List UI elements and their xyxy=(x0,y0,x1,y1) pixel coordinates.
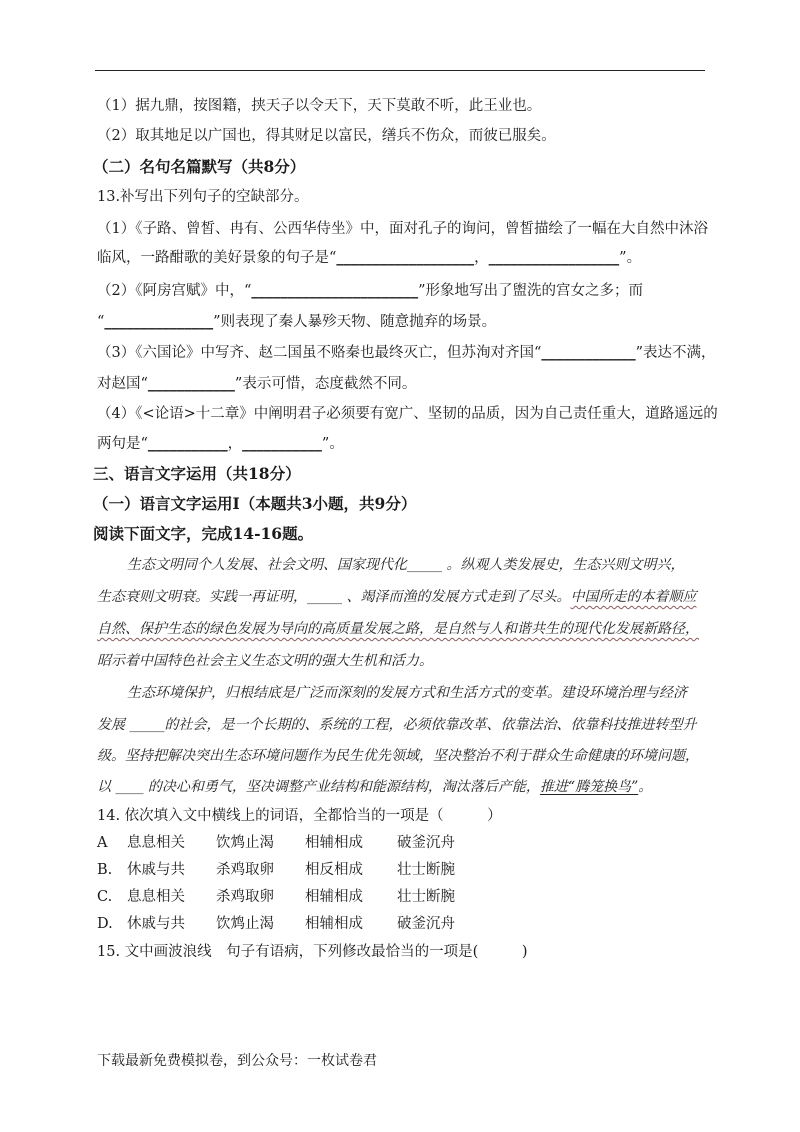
text: （3）《六国论》中写齐、赵二国虽不赂秦也最终灭亡，但苏洵对齐国“ xyxy=(97,345,542,361)
passage-p1-line-2 xyxy=(97,587,696,607)
subsection-heading: （一）语言文字运用Ⅰ（本题共3小题，共9分） xyxy=(93,494,417,513)
passage-p2-line-3: 级。坚持把解决突出生态环境问题作为民生优先领域，坚决整治不利于群众生命健康的环境问题， xyxy=(97,748,699,764)
translation-line-2: （2）取其地足以广国也，得其财足以富民，缮兵不伤众，而彼已服矣。 xyxy=(97,128,556,144)
option-word: 相辅相成 xyxy=(305,916,363,932)
option-word: 破釜沉舟 xyxy=(397,835,455,851)
passage-p1-line-1: 生态文明同个人发展、社会文明、国家现代化_____ 。纵观人类发展史，生态兴则文明兴， xyxy=(127,557,685,573)
answer-blank: __________________ xyxy=(488,249,620,266)
answer-blank: ___________ xyxy=(242,435,322,452)
passage-p1-line-4: 昭示着中国特色社会主义生态文明的强大生机和活力。 xyxy=(97,653,433,669)
option-word: 休戚与共 xyxy=(127,862,185,878)
wavy-underlined-sentence: 自然、保护生态的绿色发展为导向的高质量发展之路，是自然与人和谐共生的现代化发展新路径， xyxy=(97,621,699,637)
option-word: 息息相关 xyxy=(127,889,185,905)
option-word: 杀鸡取卵 xyxy=(216,862,274,878)
text: ”表示可惜，态度截然不同。 xyxy=(234,376,417,392)
text: ”则表现了秦人暴殄天物、随意抛弃的场景。 xyxy=(213,314,497,330)
answer-blank: ___________ xyxy=(147,435,228,452)
question-15-stem: 15. 文中画波浪线 句子有语病，下列修改最恰当的一项是( ) xyxy=(97,944,528,960)
option-d xyxy=(97,914,455,934)
option-word: 相辅相成 xyxy=(305,889,363,905)
passage-p2-line-2: 发展 _____的社会，是一个长期的、系统的工程，必须依靠改革、依靠法治、依靠科技推进转型升 xyxy=(97,717,697,733)
underlined-phrase: 推进“腾笼换鸟” xyxy=(539,779,639,795)
text: ， xyxy=(474,250,489,266)
option-b xyxy=(97,860,455,880)
option-word: 壮士断腕 xyxy=(397,862,455,878)
answer-blank: _______________ xyxy=(104,313,214,330)
option-word: 相反相成 xyxy=(305,862,363,878)
option-a xyxy=(97,833,455,853)
text: 临风，一路酣歌的美好景象的句子是“ xyxy=(97,250,337,266)
text: 。 xyxy=(638,779,653,795)
question-13-4-line-b xyxy=(97,434,344,454)
option-word: 相辅相成 xyxy=(305,835,363,851)
option-word: 饮鸩止渴 xyxy=(216,835,274,851)
option-label: D. xyxy=(97,916,113,932)
option-c xyxy=(97,887,455,907)
question-13-4-line-a: （4）《<论语>十二章》中阐明君子必须要有宽广、坚韧的品质，因为自己责任重大，道路遥远的 xyxy=(97,406,718,422)
text: ， xyxy=(227,436,243,452)
passage-p1-line-3 xyxy=(97,619,699,639)
text: 对赵国“ xyxy=(97,376,148,392)
option-word: 息息相关 xyxy=(127,835,185,851)
passage-p2-line-1: 生态环境保护，归根结底是广泛而深刻的发展方式和生活方式的变革。建设环境治理与经济 xyxy=(127,685,687,701)
text: ”表达不满， xyxy=(635,345,716,361)
answer-blank: _______________________ xyxy=(251,282,419,299)
option-word: 壮士断腕 xyxy=(397,889,455,905)
text: 以 ____ 的决心和勇气，坚决调整产业结构和能源结构，淘汰落后产能， xyxy=(97,779,540,795)
section-heading-language-use: 三、语言文字运用（共18分） xyxy=(93,464,301,483)
text: ”形象地写出了盥洗的宫女之多；而 xyxy=(418,283,644,299)
question-13-1-line-a: （1）《子路、曾皙、冉有、公西华侍坐》中，面对孔子的询问，曾皙描绘了一幅在大自然中沐浴 xyxy=(97,221,708,237)
question-14-stem: 14. 依次填入文中横线上的词语，全都恰当的一项是（ ） xyxy=(97,808,502,824)
option-label: B. xyxy=(97,862,113,878)
answer-blank: ___________________ xyxy=(336,249,475,266)
page-footer: 下载最新免费模拟卷，到公众号：一枚试卷君 xyxy=(97,1053,377,1069)
question-13-2-line-b xyxy=(97,312,496,332)
header-rule xyxy=(95,70,705,71)
translation-line-1: （1）据九鼎，按图籍，挟天子以令天下，天下莫敢不听，此王业也。 xyxy=(97,98,542,114)
question-13-2-line-a xyxy=(97,281,643,301)
option-word: 休戚与共 xyxy=(127,916,185,932)
text: “ xyxy=(97,314,105,330)
question-13-stem: 13.补写出下列句子的空缺部分。 xyxy=(97,189,309,205)
text: （2）《阿房宫赋》中，“ xyxy=(97,283,252,299)
question-13-3-line-a xyxy=(97,343,716,363)
answer-blank: ____________ xyxy=(147,375,235,392)
question-13-1-line-b xyxy=(97,248,641,268)
answer-blank: _____________ xyxy=(541,344,636,361)
option-word: 破釜沉舟 xyxy=(397,916,455,932)
option-word: 杀鸡取卵 xyxy=(216,889,274,905)
passage-p2-line-4 xyxy=(97,777,652,797)
option-word: 饮鸩止渴 xyxy=(216,916,274,932)
text: ”。 xyxy=(619,250,642,266)
wavy-underlined-sentence: 中国所走的本着顺应 xyxy=(570,589,697,605)
question-13-3-line-b xyxy=(97,374,416,394)
option-label: A xyxy=(97,835,108,851)
reading-instruction: 阅读下面文字，完成14-16题。 xyxy=(93,524,314,543)
text: 生态衰则文明衰。实践一再证明，_____ 、竭泽而渔的发展方式走到了尽头。 xyxy=(97,589,571,605)
section-heading-famous-sentences: （二）名句名篇默写（共8分） xyxy=(93,157,306,176)
text: ”。 xyxy=(321,436,344,452)
option-label: C. xyxy=(97,889,113,905)
text: 两句是“ xyxy=(97,436,148,452)
